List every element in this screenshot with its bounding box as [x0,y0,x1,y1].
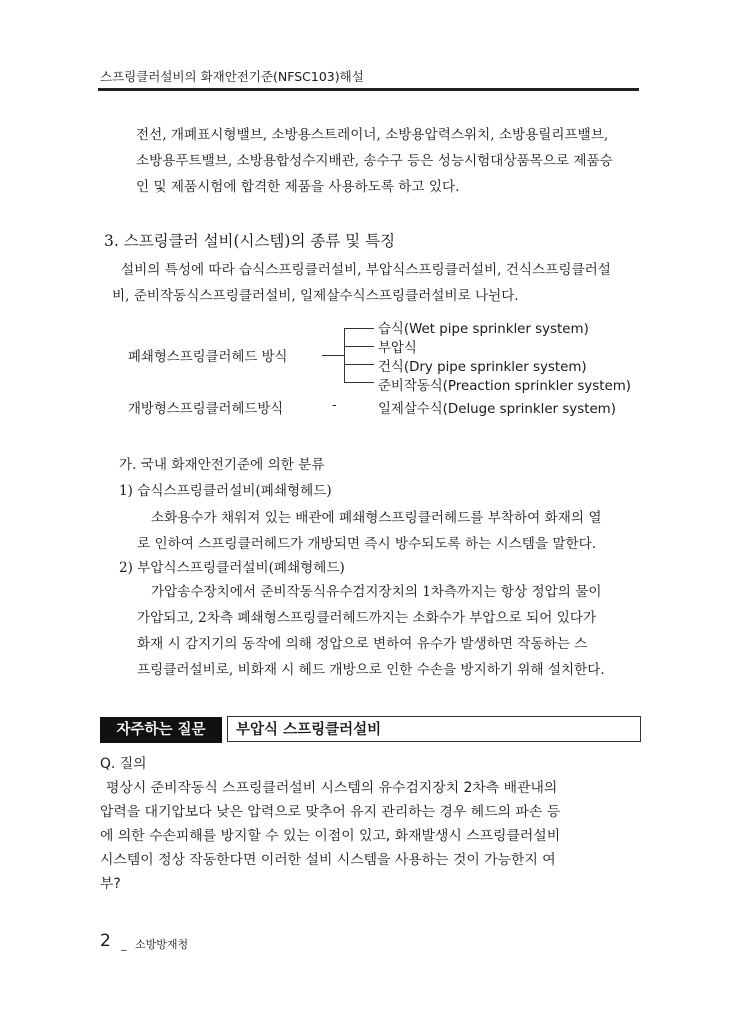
bracket-tick [344,382,374,383]
closed-head-label: 폐쇄형스프링클러헤드 방식 [128,350,288,365]
running-head: 스프링클러설비의 화재안전기준(NFSC103)해설 [100,69,364,84]
footer-publisher [121,936,188,952]
section-heading: 3. 스프링클러 설비(시스템)의 종류 및 특징 [104,232,396,250]
item2-paragraph [0,579,740,683]
item1-line: 소화용수가 채워져 있는 배관에 폐쇄형스프링클러헤드를 부착하여 화재의 열 [151,510,602,526]
question-line: 시스템이 정상 작동한다면 이러한 설비 시스템을 사용하는 것이 가능한지 여 [100,852,556,868]
item2-line: 가압되고, 2차측 폐쇄형스프링클러헤드까지는 소화수가 부압으로 되어 있다가 [137,610,597,626]
intro-line: 인 및 제품시험에 합격한 제품을 사용하도록 하고 있다. [136,179,460,195]
faq-topic: 부압식 스프링클러설비 [227,716,641,742]
intro-line: 전선, 개폐표시형밸브, 소방용스트레이너, 소방용압력스위치, 소방용릴리프밸브, [136,127,609,143]
footer-separator: _ [121,938,127,951]
type-preaction: 준비작동식(Preaction sprinkler system) [378,379,631,394]
page-number: 2 [100,931,111,951]
item1-paragraph [0,505,740,557]
question-line: 평상시 준비작동식 스프링클러설비 시스템의 유수검지장치 2차측 배관내의 [106,780,558,796]
item2-line: 프링클러설비로, 비화재 시 헤드 개방으로 인한 수손을 방지하기 위해 설치한다. [137,662,605,678]
section3-line: 설비의 특성에 따라 습식스프링클러설비, 부압식스프링클러설비, 건식스프링클러설 [121,262,611,278]
type-wet: 습식(Wet pipe sprinkler system) [378,322,589,337]
question-line: 부? [100,876,121,892]
item2-line: 화재 시 감지기의 동작에 의해 정압으로 변하여 유수가 발생하면 작동하는 스 [137,636,588,652]
intro-line: 소방용푸트밸브, 소방용합성수지배관, 송수구 등은 성능시험대상품목으로 제품승 [136,153,613,169]
item2-heading: 2) 부압식스프링클러설비(폐쇄형헤드) [119,560,345,576]
subsection-heading: 가. 국내 화재안전기준에 의한 분류 [119,457,325,473]
section3-paragraph [0,257,740,309]
bracket-tick [344,346,374,347]
type-dry: 건식(Dry pipe sprinkler system) [378,360,587,375]
intro-paragraph [136,122,613,200]
publisher-name: 소방방재청 [135,938,189,951]
type-negative-pressure: 부압식 [378,341,417,356]
question-label: Q. 질의 [100,756,147,772]
section3-line: 비, 준비작동식스프링클러설비, 일제살수식스프링클러설비로 나뉜다. [112,288,519,304]
question-line: 압력을 대기압보다 낮은 압력으로 맞추어 유지 관리하는 경우 헤드의 파손 등 [100,804,561,820]
bracket-tick [344,328,374,329]
bracket-line [344,328,345,383]
type-deluge: 일제살수식(Deluge sprinkler system) [378,402,616,417]
item1-heading: 1) 습식스프링클러설비(폐쇄형헤드) [119,483,332,499]
connector-line [322,355,344,356]
item1-line: 로 인하여 스프링클러헤드가 개방되면 즉시 방수되도록 하는 시스템을 말한다. [137,536,597,552]
bracket-tick [344,364,374,365]
open-head-label: 개방형스프링클러헤드방식 [128,402,284,417]
question-paragraph [0,776,740,896]
dash: - [332,398,337,413]
question-line: 에 의한 수손피해를 방지할 수 있는 이점이 있고, 화재발생시 스프링클러설비 [100,828,561,844]
item2-line: 가압송수장치에서 준비작동식유수검지장치의 1차측까지는 항상 정압의 물이 [151,584,602,600]
header-rule [98,88,639,91]
faq-tag: 자주하는 질문 [100,717,222,743]
